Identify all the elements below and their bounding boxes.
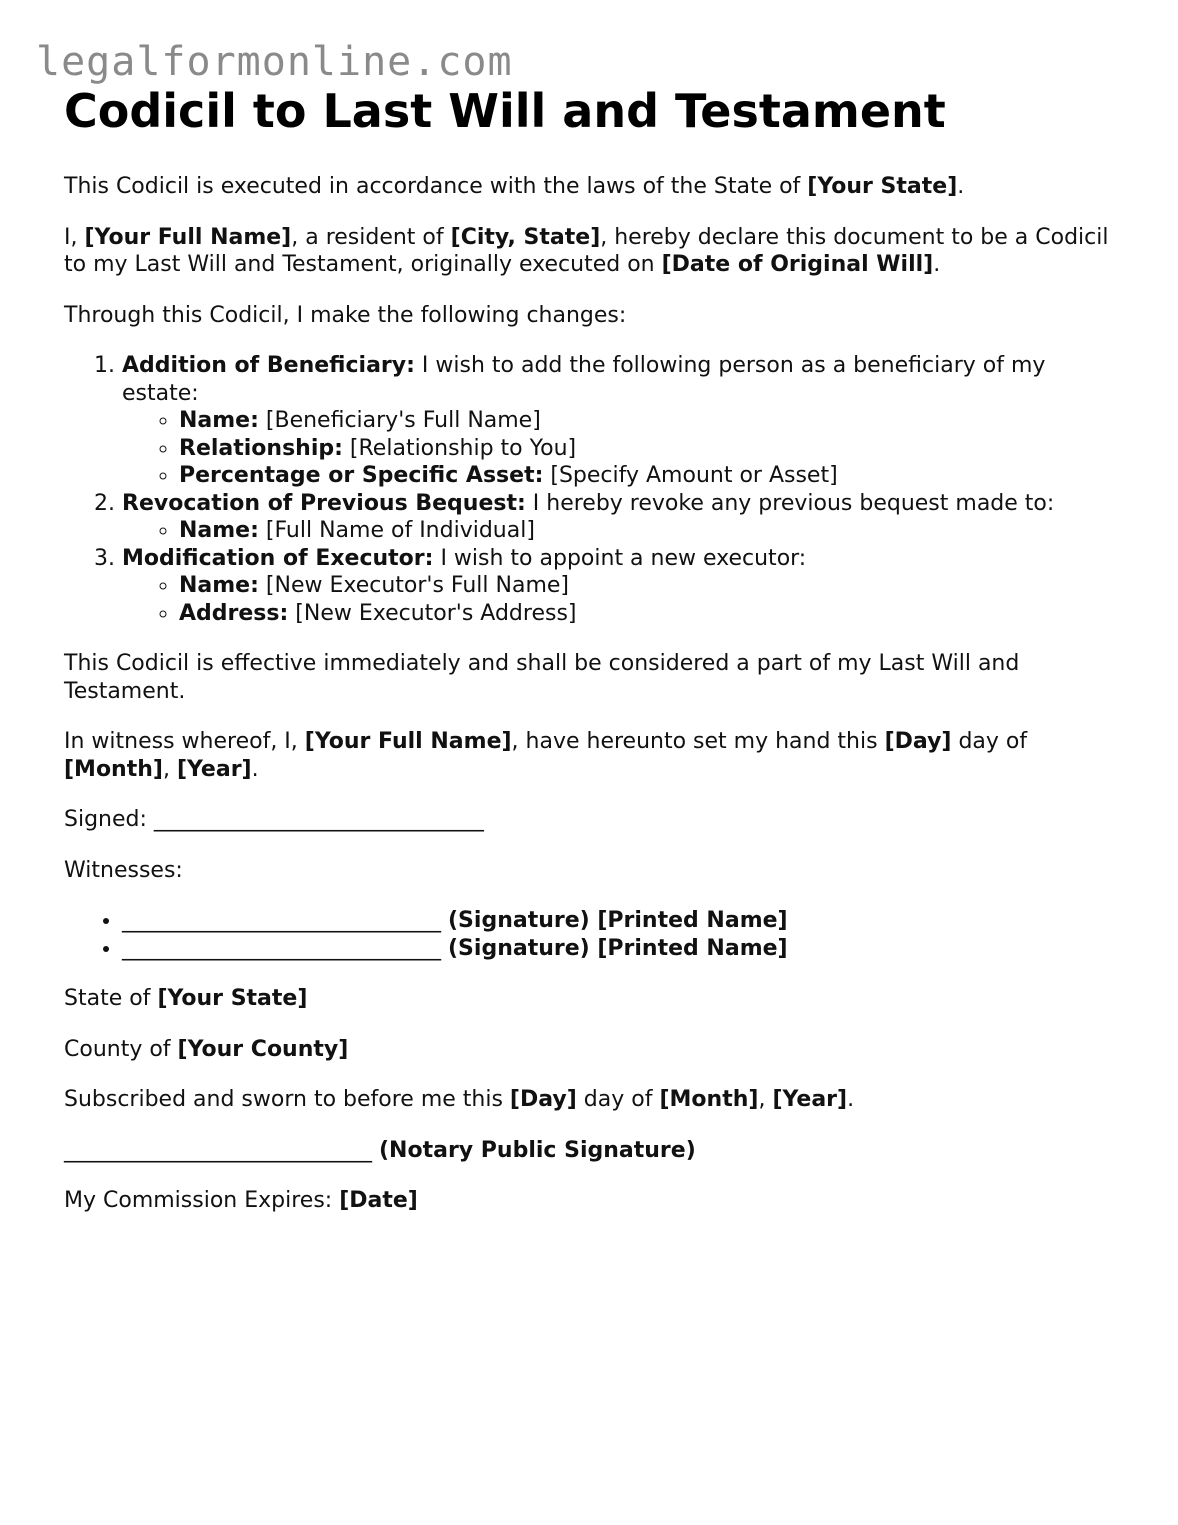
change-sublist <box>122 517 1124 545</box>
watermark: legalformonline.com <box>36 39 513 85</box>
sworn-year: [Year] <box>772 1087 848 1112</box>
declaration-name: [Your Full Name] <box>84 224 292 250</box>
subitem-label: Name: <box>179 408 259 433</box>
declaration-city-state: [City, State] <box>450 224 601 250</box>
witness-item <box>122 935 1124 963</box>
change-text: I wish to add the following person as a beneficiary of my estate: <box>122 353 1046 406</box>
sworn-day: [Day] <box>509 1087 577 1112</box>
witness-item <box>122 907 1124 935</box>
intro-state: [Your State] <box>807 174 958 199</box>
witness-signature-line: _____________________________ <box>122 908 448 933</box>
declaration-text-4: . <box>933 252 941 277</box>
declaration-date: [Date of Original Will] <box>661 252 934 277</box>
change-heading: Revocation of Previous Bequest: <box>122 490 526 516</box>
notary-signature-line: ____________________________ <box>64 1137 379 1163</box>
county-value: [Your County] <box>177 1036 349 1062</box>
notary-line <box>64 1137 1124 1165</box>
subitem-value: [Beneficiary's Full Name] <box>258 408 541 433</box>
sworn-text-4: . <box>847 1087 855 1112</box>
commission-date: [Date] <box>339 1188 418 1213</box>
intro-paragraph <box>64 173 1124 201</box>
signed-line: Signed: ______________________________ <box>64 807 484 832</box>
change-item <box>122 545 1124 628</box>
witness-text-3: day of <box>951 729 1028 754</box>
witness-text-1: In witness whereof, I, <box>64 729 305 754</box>
change-item <box>122 352 1124 490</box>
subitem-value: [Relationship to You] <box>342 435 577 461</box>
sworn-text-1: Subscribed and sworn to before me this <box>64 1087 510 1112</box>
effective-paragraph: This Codicil is effective immediately and shall be considered a part of my Last Will and Testament. <box>64 651 1020 704</box>
witness-name: [Your Full Name] <box>304 729 512 754</box>
change-heading: Addition of Beneficiary: <box>122 353 415 378</box>
document-body <box>64 82 1124 1238</box>
change-subitem <box>179 435 1124 463</box>
witness-signature-line: _____________________________ <box>122 935 448 961</box>
state-label: State of <box>64 986 158 1011</box>
change-item <box>122 490 1124 545</box>
intro-end: . <box>957 174 965 199</box>
changes-intro: Through this Codicil, I make the following changes: <box>64 302 627 328</box>
witness-caption: (Signature) [Printed Name] <box>448 935 788 961</box>
subitem-label: Relationship: <box>179 435 343 461</box>
subitem-label: Name: <box>179 573 259 598</box>
document-title: Codicil to Last Will and Testament <box>64 84 946 138</box>
state-value: [Your State] <box>157 986 308 1011</box>
commission-label: My Commission Expires: <box>64 1188 340 1213</box>
sworn-text-2: day of <box>576 1087 660 1112</box>
county-label: County of <box>64 1036 178 1062</box>
subitem-label: Name: <box>179 518 259 543</box>
witnesses-list <box>64 907 1124 962</box>
subitem-label: Percentage or Specific Asset: <box>179 463 544 488</box>
witness-year: [Year] <box>176 756 252 782</box>
change-subitem <box>179 517 1124 545</box>
change-subitem <box>179 572 1124 600</box>
change-text: I wish to appoint a new executor: <box>433 545 807 571</box>
intro-text: This Codicil is executed in accordance with the laws of the State of <box>64 174 808 199</box>
change-heading: Modification of Executor: <box>122 545 434 571</box>
subitem-value: [New Executor's Address] <box>288 600 577 626</box>
subitem-value: [Full Name of Individual] <box>258 518 535 543</box>
witness-text-2: , have hereunto set my hand this <box>511 729 885 754</box>
subitem-value: [Specify Amount or Asset] <box>543 463 838 488</box>
declaration-text-3: , hereby declare this document to be a Codicil to my Last Will and Testament, originally executed on <box>64 224 1109 277</box>
declaration-paragraph <box>64 224 1124 279</box>
subitem-value: [New Executor's Full Name] <box>258 573 570 598</box>
witnesses-label: Witnesses: <box>64 857 183 883</box>
sworn-text-3: , <box>758 1087 773 1112</box>
notary-caption: (Notary Public Signature) <box>379 1137 696 1163</box>
change-subitem <box>179 462 1124 490</box>
change-subitem <box>179 407 1124 435</box>
witness-text-4: , <box>162 756 177 782</box>
witness-month: [Month] <box>64 756 163 782</box>
declaration-text-1: I, <box>64 224 85 250</box>
subitem-label: Address: <box>179 600 289 626</box>
state-line <box>64 985 1124 1013</box>
witness-day: [Day] <box>884 729 952 754</box>
sworn-month: [Month] <box>659 1087 759 1112</box>
witness-caption: (Signature) [Printed Name] <box>448 908 788 933</box>
change-subitem <box>179 600 1124 628</box>
change-text: I hereby revoke any previous bequest made to: <box>525 490 1055 516</box>
sworn-line <box>64 1086 1124 1114</box>
change-sublist <box>122 407 1124 490</box>
declaration-text-2: , a resident of <box>291 224 451 250</box>
commission-line <box>64 1187 1124 1215</box>
changes-list <box>64 352 1124 627</box>
change-sublist <box>122 572 1124 627</box>
county-line <box>64 1036 1124 1064</box>
witness-text-5: . <box>251 756 259 782</box>
witness-clause <box>64 728 1124 783</box>
